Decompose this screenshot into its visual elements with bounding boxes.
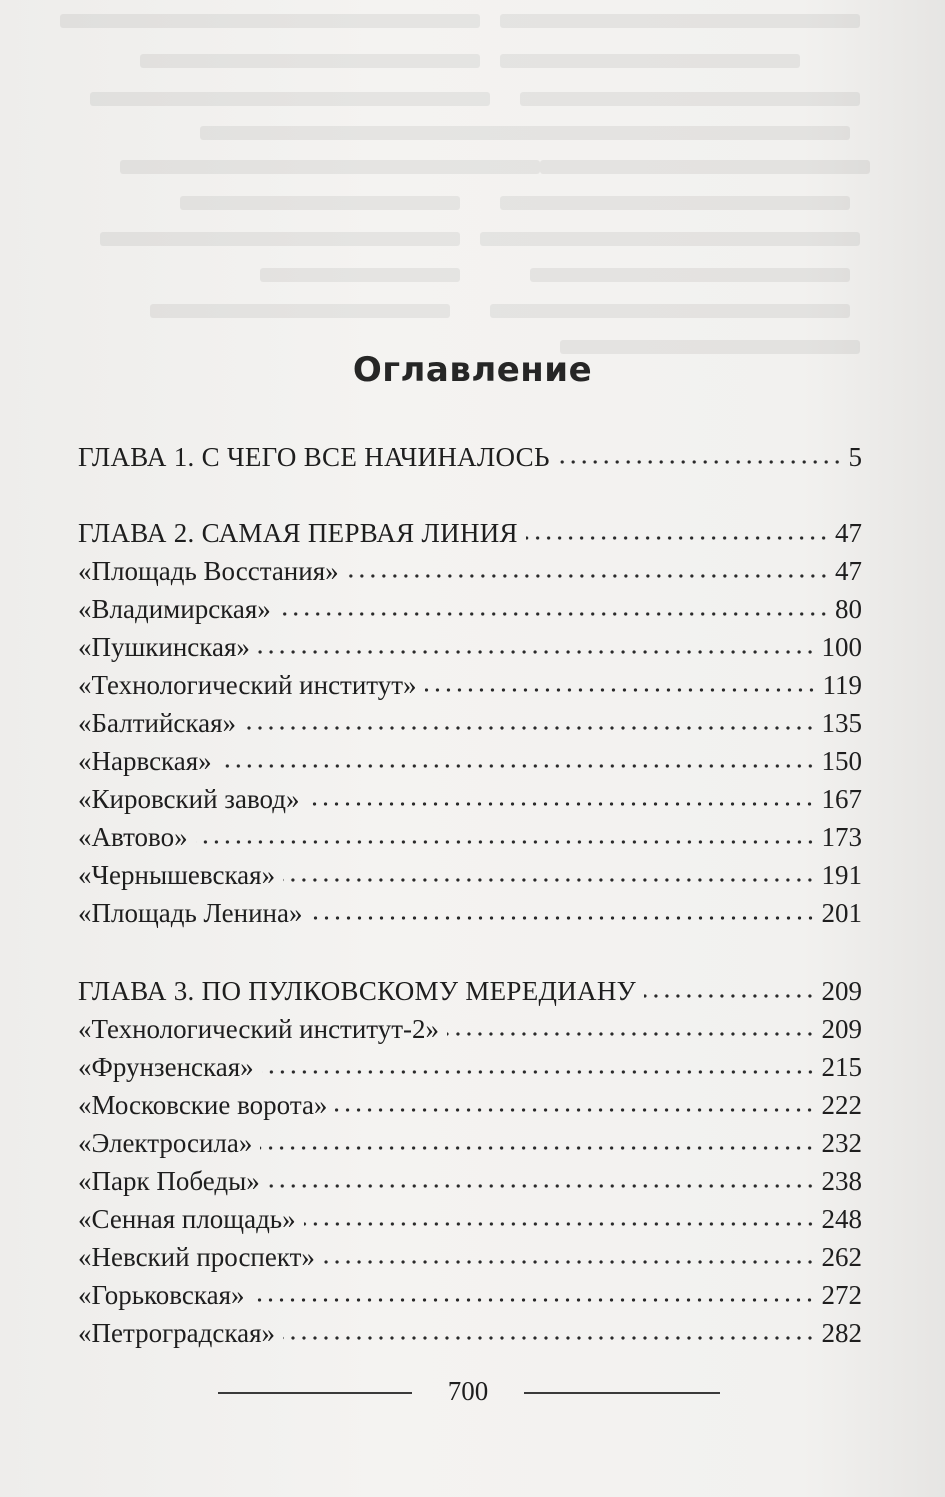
toc-section-label: «Площадь Восстания»	[78, 556, 339, 586]
toc-section-label: «Московские ворота»	[78, 1090, 328, 1120]
dot-leader	[447, 1030, 815, 1038]
page-number: 700	[447, 1376, 489, 1406]
toc-chapter-row	[78, 434, 862, 472]
toc-section-page: 135	[821, 708, 862, 738]
toc-section-page: 248	[821, 1204, 862, 1234]
dot-leader	[279, 610, 829, 618]
footer-rule-left	[218, 1392, 412, 1394]
toc-section-row	[78, 1310, 862, 1348]
toc-section-page: 173	[821, 822, 862, 852]
toc-section-row	[78, 1272, 862, 1310]
toc-section-row	[78, 662, 862, 700]
toc-section-label: «Фрунзенская»	[78, 1052, 254, 1082]
dot-leader	[323, 1258, 816, 1266]
toc-section-page: 232	[821, 1128, 862, 1158]
bleed-line	[520, 92, 860, 106]
bleed-line	[180, 196, 460, 210]
toc-chapter-page: 5	[848, 442, 862, 472]
dot-leader	[335, 1106, 815, 1114]
bleed-line	[470, 126, 850, 140]
toc-section-page: 100	[821, 632, 862, 662]
toc-section-label: «Пушкинская»	[78, 632, 250, 662]
toc-section-row	[78, 1158, 862, 1196]
toc-section-page: 282	[821, 1318, 862, 1348]
toc-section-label: «Технологический институт-2»	[78, 1014, 440, 1044]
toc-section-row	[78, 1006, 862, 1044]
toc-section-row	[78, 1196, 862, 1234]
toc-section-label: «Технологический институт»	[78, 670, 417, 700]
toc-chapter-row	[78, 510, 862, 548]
toc-section-page: 47	[835, 556, 862, 586]
dot-leader	[311, 914, 816, 922]
toc-section-label: «Невский проспект»	[78, 1242, 315, 1272]
toc-section-page: 222	[821, 1090, 862, 1120]
dot-leader	[220, 762, 816, 770]
toc-section-row	[78, 852, 862, 890]
dot-leader	[244, 724, 816, 732]
toc-section-row	[78, 624, 862, 662]
toc-section-label: «Сенная площадь»	[78, 1204, 296, 1234]
dot-leader	[283, 1334, 815, 1342]
dot-leader	[260, 1144, 815, 1152]
toc-section-label: «Кировский завод»	[78, 784, 300, 814]
toc-section-page: 167	[821, 784, 862, 814]
dot-leader	[526, 534, 829, 542]
toc-section-row	[78, 814, 862, 852]
toc-section-page: 272	[821, 1280, 862, 1310]
toc-section-row	[78, 1044, 862, 1082]
toc-section-label: «Площадь Ленина»	[78, 898, 303, 928]
bleed-line	[500, 54, 800, 68]
bleed-line	[500, 14, 860, 28]
dot-leader	[283, 876, 815, 884]
toc-section-page: 119	[822, 670, 862, 700]
page-title: Оглавление	[352, 350, 593, 390]
toc-section-page: 262	[821, 1242, 862, 1272]
toc-chapter-label: ГЛАВА 3. ПО ПУЛКОВСКОМУ МЕРЕДИАНУ	[78, 976, 637, 1006]
toc-section-row	[78, 890, 862, 928]
bleed-line	[540, 160, 870, 174]
bleed-line	[500, 196, 850, 210]
toc-section-page: 215	[821, 1052, 862, 1082]
dot-leader	[307, 800, 815, 808]
dot-leader	[425, 686, 817, 694]
bleed-line	[60, 14, 480, 28]
page-footer	[0, 1374, 945, 1410]
dot-leader	[258, 648, 816, 656]
bleed-line	[140, 54, 480, 68]
bleed-line	[530, 268, 850, 282]
toc-section-label: «Чернышевская»	[78, 860, 276, 890]
toc-section-label: «Электросила»	[78, 1128, 253, 1158]
toc-section-row	[78, 548, 862, 586]
toc-chapter-row	[78, 968, 862, 1006]
bleed-line	[90, 92, 490, 106]
toc-section-row	[78, 586, 862, 624]
dot-leader	[262, 1068, 816, 1076]
toc-section-page: 80	[835, 594, 862, 624]
toc-section-label: «Петроградская»	[78, 1318, 276, 1348]
dot-leader	[268, 1182, 816, 1190]
toc-section-row	[78, 738, 862, 776]
dot-leader	[196, 838, 816, 846]
bleed-line	[100, 232, 460, 246]
bleed-line	[260, 268, 460, 282]
bleed-line	[490, 304, 850, 318]
bleed-line	[480, 232, 860, 246]
dot-leader	[347, 572, 829, 580]
toc-section-row	[78, 1234, 862, 1272]
toc-section-row	[78, 1120, 862, 1158]
toc-section-label: «Владимирская»	[78, 594, 271, 624]
toc-chapter-label: ГЛАВА 2. САМАЯ ПЕРВАЯ ЛИНИЯ	[78, 518, 518, 548]
toc-section-page: 150	[821, 746, 862, 776]
dot-leader	[304, 1220, 816, 1228]
toc-section-page: 209	[821, 1014, 862, 1044]
bleed-line	[200, 126, 500, 140]
toc-chapter-page: 47	[835, 518, 862, 548]
bleed-through-text	[0, 0, 945, 360]
bleed-line	[150, 304, 450, 318]
toc-section-label: «Парк Победы»	[78, 1166, 260, 1196]
toc-section-page: 201	[821, 898, 862, 928]
toc-chapter-page: 209	[821, 976, 862, 1006]
toc-section-row	[78, 700, 862, 738]
toc-section-row	[78, 1082, 862, 1120]
toc-section-label: «Нарвская»	[78, 746, 212, 776]
toc-section-label: «Автово»	[78, 822, 188, 852]
toc-section-label: «Горьковская»	[78, 1280, 245, 1310]
dot-leader	[252, 1296, 815, 1304]
dot-leader	[558, 458, 843, 466]
bleed-line	[120, 160, 540, 174]
footer-rule-right	[524, 1392, 720, 1394]
toc-section-label: «Балтийская»	[78, 708, 236, 738]
toc-section-page: 238	[821, 1166, 862, 1196]
toc-section-page: 191	[821, 860, 862, 890]
toc-chapter-label: ГЛАВА 1. С ЧЕГО ВСЕ НАЧИНАЛОСЬ	[78, 442, 550, 472]
dot-leader	[644, 992, 815, 1000]
toc-section-row	[78, 776, 862, 814]
